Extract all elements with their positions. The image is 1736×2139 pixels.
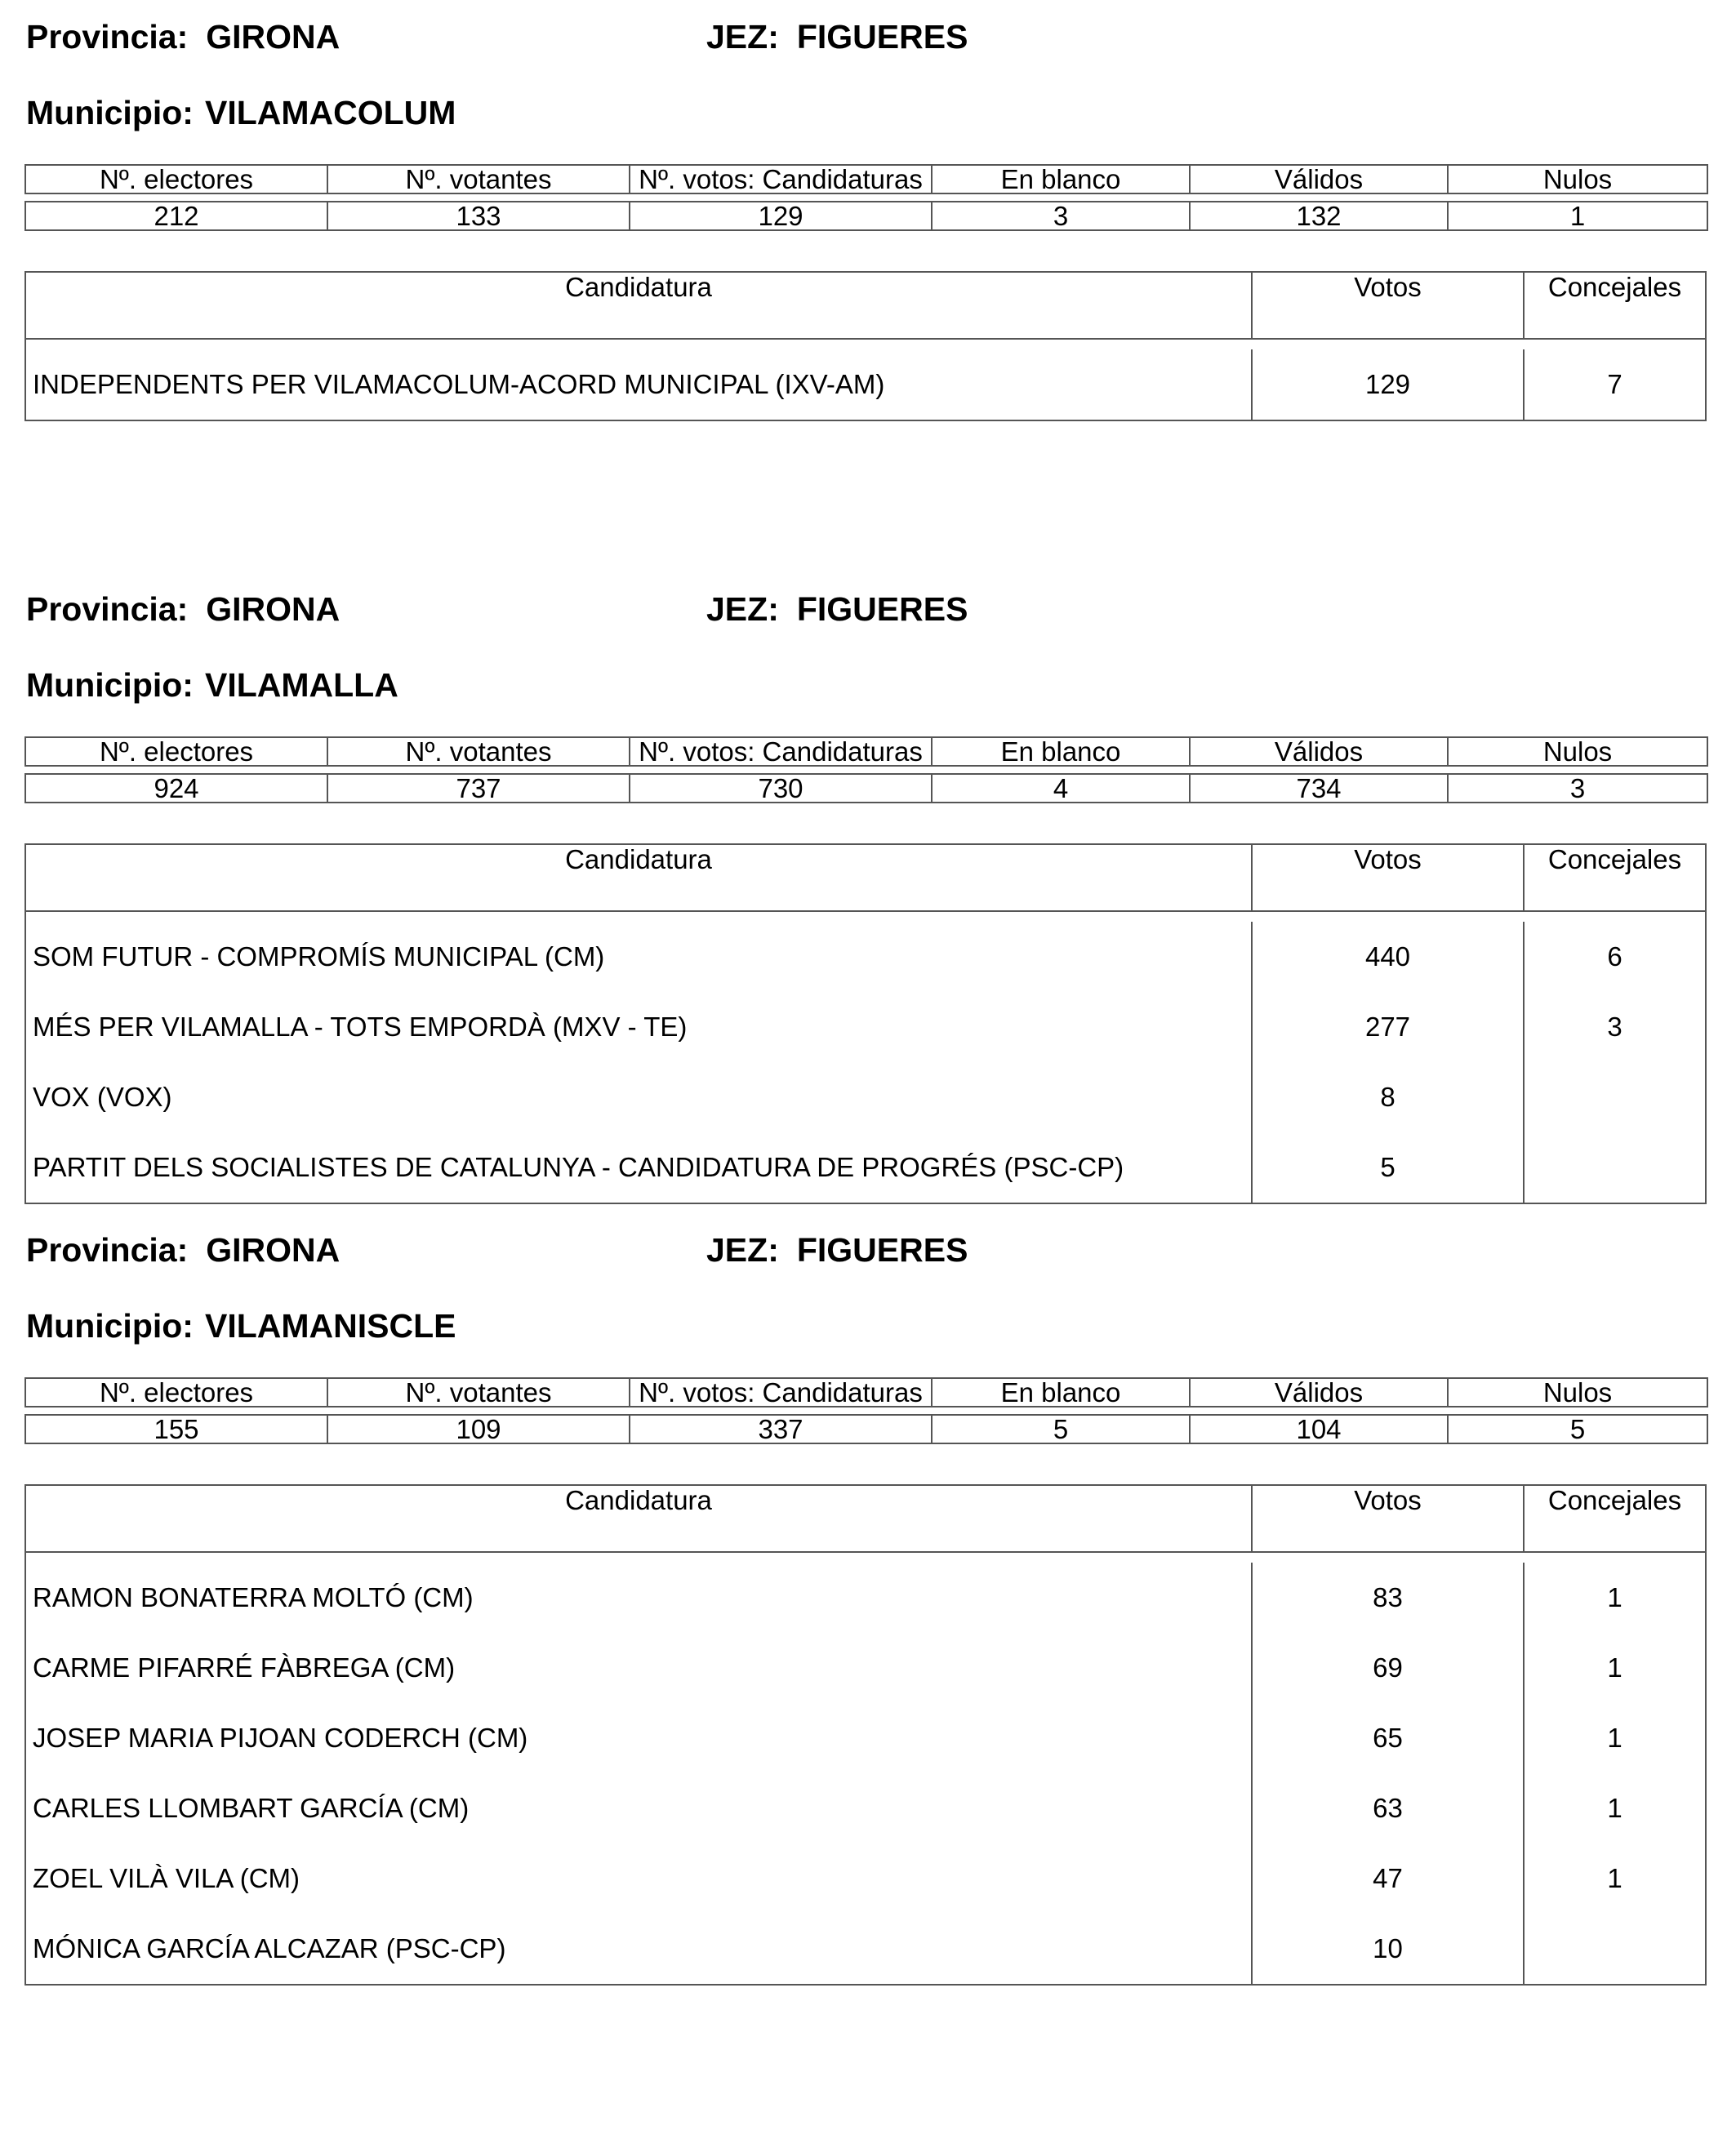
provincia-heading	[26, 589, 340, 629]
stats-header-cell: Nulos	[1448, 737, 1707, 766]
concejales-header: Concejales	[1547, 1485, 1682, 1515]
stats-gap-cell	[932, 766, 1190, 774]
provincia-heading	[26, 16, 340, 57]
stats-table	[24, 736, 1708, 803]
jez-label: JEZ:	[706, 18, 779, 56]
stats-header-row	[25, 1378, 1707, 1407]
stats-gap-cell	[25, 766, 327, 774]
stats-gap	[25, 193, 1707, 202]
jez-value: FIGUERES	[796, 18, 968, 56]
stats-value-cell: 133	[327, 202, 630, 230]
stats-value-row	[25, 202, 1707, 230]
candidate-votes: 10	[1253, 1914, 1525, 1984]
stats-gap-cell	[630, 766, 932, 774]
stats-gap-cell	[327, 1407, 630, 1415]
stats-gap-cell	[1448, 193, 1707, 202]
candidates-table	[24, 1484, 1707, 1986]
stats-header-cell: Nº. votantes	[327, 737, 630, 766]
candidate-concejales: 1	[1607, 1582, 1622, 1612]
provincia-value: GIRONA	[206, 1231, 341, 1269]
candidates-body	[26, 1553, 1705, 1984]
stats-value-row	[25, 1415, 1707, 1443]
candidate-name: CARME PIFARRÉ FÀBREGA (CM)	[26, 1633, 1253, 1703]
provincia-label: Provincia:	[26, 1231, 189, 1269]
municipio-heading	[26, 92, 456, 133]
municipio-value: VILAMANISCLE	[204, 1307, 456, 1345]
stats-gap-cell	[630, 1407, 932, 1415]
candidate-name: SOM FUTUR - COMPROMÍS MUNICIPAL (CM)	[26, 922, 1253, 992]
candidatura-header: Candidatura	[26, 1486, 1253, 1551]
candidate-name: PARTIT DELS SOCIALISTES DE CATALUNYA - CANDIDATURA DE PROGRÉS (PSC-CP)	[26, 1132, 1253, 1203]
votos-header: Votos	[1253, 273, 1525, 338]
candidate-row	[26, 1633, 1705, 1703]
candidate-concejales	[1525, 1914, 1705, 1984]
candidate-row	[26, 1703, 1705, 1773]
candidate-name: MÓNICA GARCÍA ALCAZAR (PSC-CP)	[26, 1914, 1253, 1984]
jez-heading	[706, 16, 968, 57]
candidate-concejales: 1	[1607, 1793, 1622, 1823]
municipio-heading	[26, 1305, 456, 1346]
municipio-value: VILAMACOLUM	[204, 94, 456, 131]
candidate-row	[26, 992, 1705, 1062]
candidate-row	[26, 1132, 1705, 1203]
stats-gap-cell	[327, 193, 630, 202]
concejales-header: Concejales	[1547, 272, 1682, 302]
stats-value-cell: 4	[932, 774, 1190, 803]
candidate-row	[26, 1563, 1705, 1633]
stats-header-row	[25, 165, 1707, 193]
candidates-body	[26, 340, 1705, 420]
candidate-row	[26, 1773, 1705, 1843]
municipio-label: Municipio:	[26, 94, 194, 131]
candidates-header-row	[26, 273, 1705, 340]
municipio-label: Municipio:	[26, 1307, 194, 1345]
stats-header-cell: Válidos	[1190, 737, 1448, 766]
stats-header-cell: Nulos	[1448, 165, 1707, 193]
candidates-body	[26, 912, 1705, 1203]
candidate-concejales: 1	[1607, 1723, 1622, 1753]
stats-table	[24, 1377, 1708, 1444]
provincia-heading	[26, 1230, 340, 1270]
candidate-votes: 63	[1253, 1773, 1525, 1843]
stats-value-cell: 3	[1448, 774, 1707, 803]
candidatura-header: Candidatura	[26, 845, 1253, 910]
candidate-votes: 83	[1253, 1563, 1525, 1633]
municipio-label: Municipio:	[26, 666, 194, 704]
stats-header-cell: Nulos	[1448, 1378, 1707, 1407]
candidate-row	[26, 1914, 1705, 1984]
stats-header-cell: Nº. electores	[25, 165, 327, 193]
provincia-label: Provincia:	[26, 590, 189, 628]
stats-value-row	[25, 774, 1707, 803]
stats-value-cell: 155	[25, 1415, 327, 1443]
candidate-concejales: 1	[1607, 1863, 1622, 1893]
stats-gap-cell	[630, 193, 932, 202]
candidate-votes: 440	[1253, 922, 1525, 992]
stats-value-cell: 132	[1190, 202, 1448, 230]
candidate-name: INDEPENDENTS PER VILAMACOLUM-ACORD MUNICIPAL (IXV-AM)	[26, 349, 1253, 420]
stats-value-cell: 3	[932, 202, 1190, 230]
stats-gap	[25, 766, 1707, 774]
candidate-votes: 47	[1253, 1843, 1525, 1914]
candidates-header-row	[26, 845, 1705, 912]
stats-gap-cell	[1448, 766, 1707, 774]
candidate-concejales: 3	[1607, 1012, 1622, 1042]
stats-header-cell: Nº. votos: Candidaturas	[630, 165, 932, 193]
stats-value-cell: 212	[25, 202, 327, 230]
candidate-votes: 277	[1253, 992, 1525, 1062]
jez-label: JEZ:	[706, 1231, 779, 1269]
jez-label: JEZ:	[706, 590, 779, 628]
stats-header-cell: Nº. votos: Candidaturas	[630, 737, 932, 766]
candidates-table	[24, 271, 1707, 421]
candidate-concejales: 6	[1607, 941, 1622, 972]
candidate-votes: 129	[1253, 349, 1525, 420]
candidate-votes: 65	[1253, 1703, 1525, 1773]
stats-header-cell: En blanco	[932, 737, 1190, 766]
candidatura-header: Candidatura	[26, 273, 1253, 338]
candidate-votes: 5	[1253, 1132, 1525, 1203]
provincia-value: GIRONA	[206, 590, 341, 628]
stats-value-cell: 737	[327, 774, 630, 803]
stats-gap-cell	[1190, 766, 1448, 774]
candidate-name: ZOEL VILÀ VILA (CM)	[26, 1843, 1253, 1914]
candidates-table	[24, 843, 1707, 1204]
stats-value-cell: 924	[25, 774, 327, 803]
stats-gap-cell	[1190, 1407, 1448, 1415]
stats-value-cell: 734	[1190, 774, 1448, 803]
candidate-concejales	[1525, 1132, 1705, 1203]
stats-gap-cell	[932, 1407, 1190, 1415]
jez-heading	[706, 1230, 968, 1270]
stats-value-cell: 1	[1448, 202, 1707, 230]
candidate-name: JOSEP MARIA PIJOAN CODERCH (CM)	[26, 1703, 1253, 1773]
candidates-header-row	[26, 1486, 1705, 1553]
stats-value-cell: 730	[630, 774, 932, 803]
candidate-row	[26, 349, 1705, 420]
stats-value-cell: 104	[1190, 1415, 1448, 1443]
stats-gap-cell	[327, 766, 630, 774]
stats-header-cell: Nº. votantes	[327, 165, 630, 193]
provincia-label: Provincia:	[26, 18, 189, 56]
stats-header-cell: En blanco	[932, 1378, 1190, 1407]
municipio-heading	[26, 665, 398, 705]
stats-gap-cell	[1190, 193, 1448, 202]
candidate-name: CARLES LLOMBART GARCÍA (CM)	[26, 1773, 1253, 1843]
candidate-concejales: 7	[1607, 369, 1622, 399]
candidate-concejales: 1	[1607, 1652, 1622, 1683]
stats-gap-cell	[25, 193, 327, 202]
stats-header-row	[25, 737, 1707, 766]
stats-header-cell: Nº. votantes	[327, 1378, 630, 1407]
stats-header-cell: Válidos	[1190, 1378, 1448, 1407]
stats-value-cell: 337	[630, 1415, 932, 1443]
votos-header: Votos	[1253, 1486, 1525, 1551]
stats-value-cell: 129	[630, 202, 932, 230]
stats-gap-cell	[932, 193, 1190, 202]
stats-gap-cell	[25, 1407, 327, 1415]
candidate-votes: 8	[1253, 1062, 1525, 1132]
jez-value: FIGUERES	[796, 590, 968, 628]
stats-value-cell: 5	[932, 1415, 1190, 1443]
concejales-header: Concejales	[1547, 844, 1682, 874]
candidate-name: MÉS PER VILAMALLA - TOTS EMPORDÀ (MXV - TE)	[26, 992, 1253, 1062]
candidate-name: RAMON BONATERRA MOLTÓ (CM)	[26, 1563, 1253, 1633]
candidate-row	[26, 1843, 1705, 1914]
stats-header-cell: Nº. electores	[25, 1378, 327, 1407]
candidate-concejales	[1525, 1062, 1705, 1132]
candidate-votes: 69	[1253, 1633, 1525, 1703]
stats-value-cell: 5	[1448, 1415, 1707, 1443]
candidate-row	[26, 1062, 1705, 1132]
jez-value: FIGUERES	[796, 1231, 968, 1269]
stats-value-cell: 109	[327, 1415, 630, 1443]
stats-header-cell: Nº. votos: Candidaturas	[630, 1378, 932, 1407]
votos-header: Votos	[1253, 845, 1525, 910]
jez-heading	[706, 589, 968, 629]
stats-header-cell: En blanco	[932, 165, 1190, 193]
stats-gap-cell	[1448, 1407, 1707, 1415]
provincia-value: GIRONA	[206, 18, 341, 56]
municipio-value: VILAMALLA	[204, 666, 398, 704]
stats-table	[24, 164, 1708, 231]
stats-header-cell: Válidos	[1190, 165, 1448, 193]
stats-header-cell: Nº. electores	[25, 737, 327, 766]
candidate-row	[26, 922, 1705, 992]
stats-gap	[25, 1407, 1707, 1415]
candidate-name: VOX (VOX)	[26, 1062, 1253, 1132]
